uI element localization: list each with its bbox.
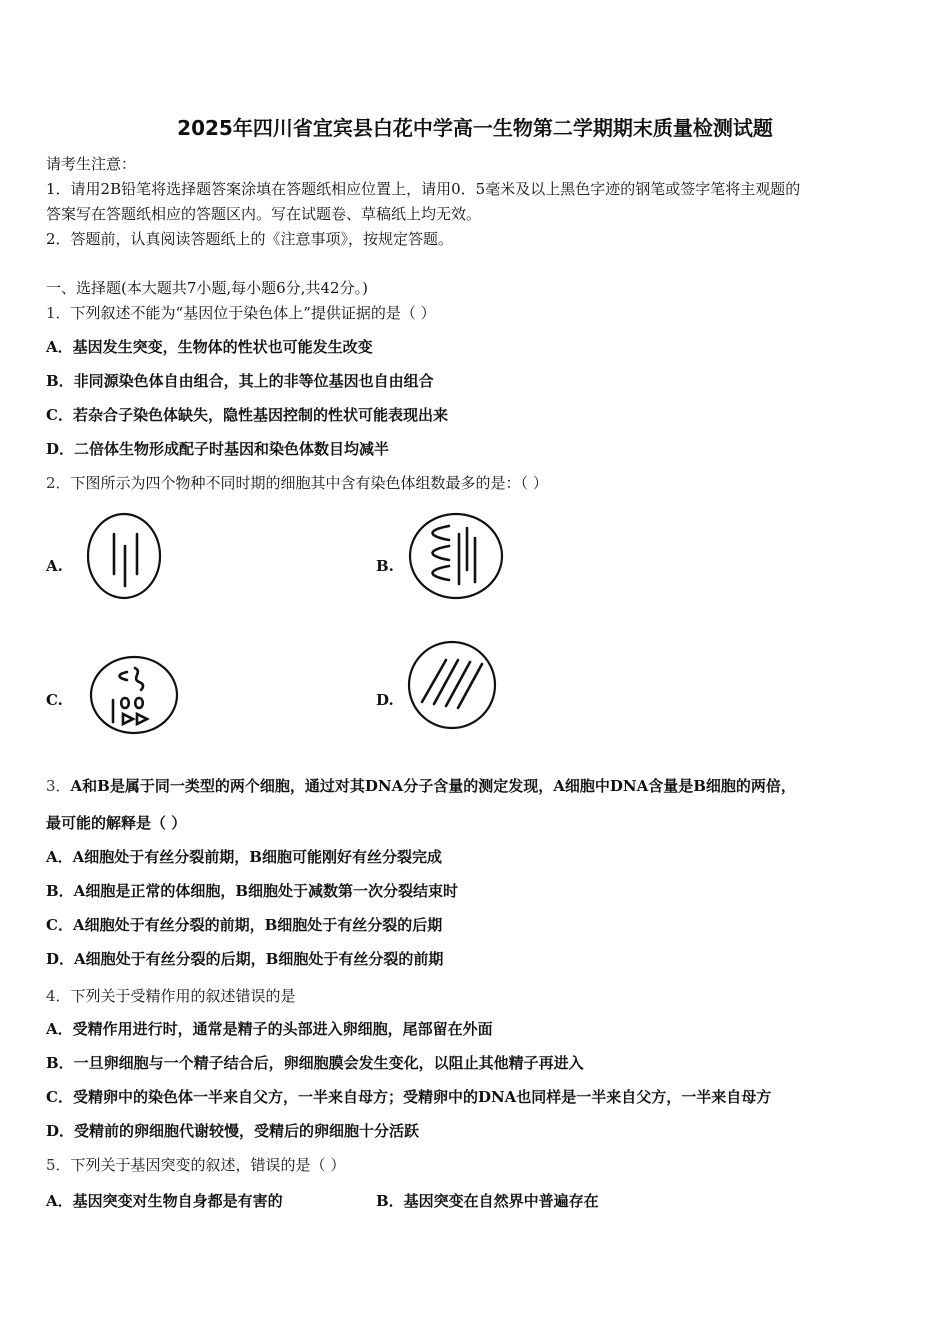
page-title: 2025年四川省宜宾县白花中学高一生物第二学期期末质量检测试题 xyxy=(177,116,773,140)
question-3-option-d: D．A细胞处于有丝分裂的后期，B细胞处于有丝分裂的前期 xyxy=(46,950,444,968)
question-4-option-a: A．受精作用进行时，通常是精子的头部进入卵细胞，尾部留在外面 xyxy=(46,1020,493,1038)
cell-diagram-b xyxy=(405,512,507,602)
question-2-label-c: C. xyxy=(46,691,63,709)
cell-diagram-c xyxy=(87,654,181,736)
question-3-stem-cont: 最可能的解释是（ ） xyxy=(46,814,187,832)
question-4-number: 4． xyxy=(46,987,71,1005)
cell-diagram-a xyxy=(84,512,164,602)
question-4-option-c: C．受精卵中的染色体一半来自父方，一半来自母方；受精卵中的DNA也同样是一半来自父方，一半来自母方 xyxy=(46,1088,772,1106)
notice-line-1: 1．请用2B铅笔将选择题答案涂填在答题纸相应位置上，请用0．5毫米及以上黑色字迹的钢笔或签字笔将主观题的 xyxy=(46,180,801,198)
question-1-option-b: B．非同源染色体自由组合，其上的非等位基因也自由组合 xyxy=(46,372,434,390)
notice-line-3: 2．答题前，认真阅读答题纸上的《注意事项》，按规定答题。 xyxy=(46,230,454,248)
question-3-option-b: B．A细胞是正常的体细胞，B细胞处于减数第一次分裂结束时 xyxy=(46,882,458,900)
question-2-label-a: A. xyxy=(46,557,63,575)
question-3-number: 3． xyxy=(46,777,71,795)
question-2-label-b: B. xyxy=(376,557,394,575)
question-2-stem: 2．下图所示为四个物种不同时期的细胞其中含有染色体组数最多的是：（ ） xyxy=(46,474,548,492)
notice-heading: 请考生注意： xyxy=(46,155,137,173)
question-4-option-b: B．一旦卵细胞与一个精子结合后，卵细胞膜会发生变化，以阻止其他精子再进入 xyxy=(46,1054,584,1072)
question-1-option-c: C．若杂合子染色体缺失，隐性基因控制的性状可能表现出来 xyxy=(46,406,448,424)
question-2-label-d: D. xyxy=(376,691,394,709)
question-5-option-a: A．基因突变对生物自身都是有害的 xyxy=(46,1192,283,1210)
notice-line-2: 答案写在答题纸相应的答题区内。写在试题卷、草稿纸上均无效。 xyxy=(46,205,482,223)
question-4-stem: 4．下列关于受精作用的叙述错误的是 xyxy=(46,987,296,1005)
question-1-stem: 1．下列叙述不能为“基因位于染色体上”提供证据的是（ ） xyxy=(46,304,436,322)
question-5-option-b: B．基因突变在自然界中普遍存在 xyxy=(376,1192,599,1210)
question-2-number: 2． xyxy=(46,474,71,492)
section-header: 一、选择题(本大题共7小题,每小题6分,共42分。) xyxy=(46,279,368,297)
question-5-number: 5． xyxy=(46,1156,71,1174)
question-3-option-c: C．A细胞处于有丝分裂的前期，B细胞处于有丝分裂的后期 xyxy=(46,916,443,934)
question-3-stem: 3．A和B是属于同一类型的两个细胞，通过对其DNA分子含量的测定发现，A细胞中DNA含量是B细胞的两倍， xyxy=(46,777,796,795)
question-3-option-a: A．A细胞处于有丝分裂前期，B细胞可能刚好有丝分裂完成 xyxy=(46,848,442,866)
question-1-option-a: A．基因发生突变，生物体的性状也可能发生改变 xyxy=(46,338,373,356)
question-4-option-d: D．受精前的卵细胞代谢较慢，受精后的卵细胞十分活跃 xyxy=(46,1122,420,1140)
question-1-option-d: D．二倍体生物形成配子时基因和染色体数目均减半 xyxy=(46,440,390,458)
question-5-stem: 5．下列关于基因突变的叙述，错误的是（ ） xyxy=(46,1156,346,1174)
question-1-number: 1． xyxy=(46,304,71,322)
cell-diagram-d xyxy=(406,640,498,730)
